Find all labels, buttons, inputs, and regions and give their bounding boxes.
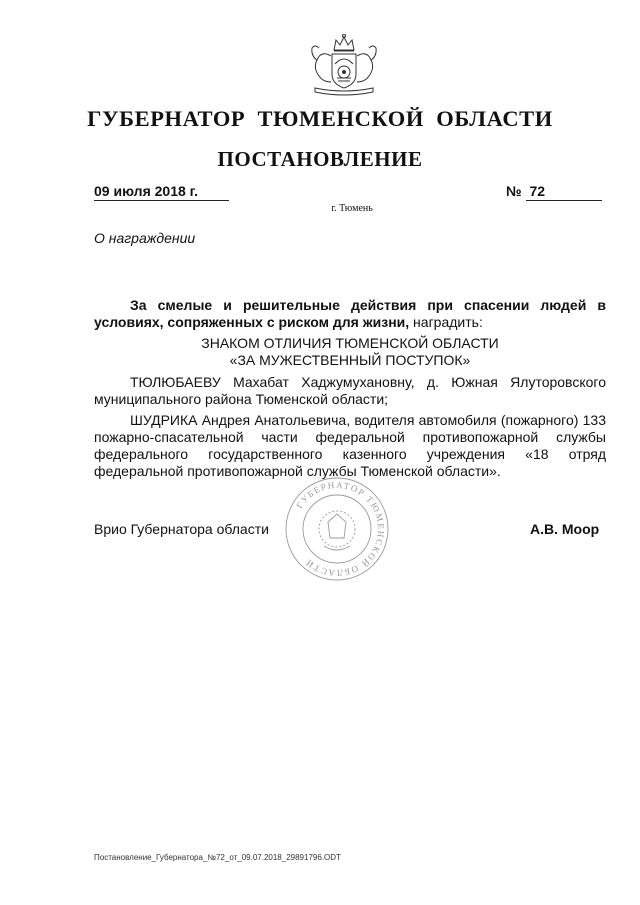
intro-paragraph — [94, 297, 606, 331]
recipient-paragraph-1 — [94, 374, 606, 408]
document-subject: О награждении — [94, 230, 196, 246]
coat-of-arms-emblem — [303, 32, 385, 98]
document-date: 09 июля 2018 г. — [94, 183, 229, 201]
signer-name: А.В. Моор — [530, 521, 600, 537]
document-number — [506, 183, 604, 201]
number-value: 72 — [526, 183, 602, 201]
city-label: г. Тюмень — [331, 203, 373, 214]
official-seal — [284, 476, 390, 582]
signer-title: Врио Губернатора области — [94, 521, 269, 537]
svg-text:ГУБЕРНАТОР ТЮМЕНСКОЙ ОБЛАСТИ: ГУБЕРНАТОР ТЮМЕНСКОЙ ОБЛАСТИ — [294, 479, 387, 579]
award-name — [94, 335, 606, 369]
recipient-2-text: ШУДРИКА Андрея Анатольевича, водителя автомобиля (пожарного) 133 пожарно-спасательной части федеральной противопожарной службы федерального государственного казенного учреждения «18 отряд федеральной противопожарной службы Тюменской области». — [94, 412, 606, 479]
award-line-1: ЗНАКОМ ОТЛИЧИЯ ТЮМЕНСКОЙ ОБЛАСТИ — [201, 335, 499, 351]
recipient-1-text: ТЮЛЮБАЕВУ Махабат Хаджумухановну, д. Южная Ялуторовского муниципального района Тюменской области; — [94, 374, 606, 407]
number-sign: № — [506, 183, 522, 199]
issuing-authority: ГУБЕРНАТОР ТЮМЕНСКОЙ ОБЛАСТИ — [87, 106, 553, 131]
intro-rest-text: наградить: — [409, 314, 483, 330]
footer-file-name: Постановление_Губернатора_№72_от_09.07.2018_29891796.ODT — [94, 853, 341, 862]
recipient-paragraph-2 — [94, 412, 606, 480]
award-line-2: «ЗА МУЖЕСТВЕННЫЙ ПОСТУПОК» — [229, 352, 471, 368]
intro-bold-text: За смелые и решительные действия при спасении людей в условиях, сопряженных с риском для жизни, — [94, 297, 606, 330]
document-type: ПОСТАНОВЛЕНИЕ — [217, 147, 423, 171]
